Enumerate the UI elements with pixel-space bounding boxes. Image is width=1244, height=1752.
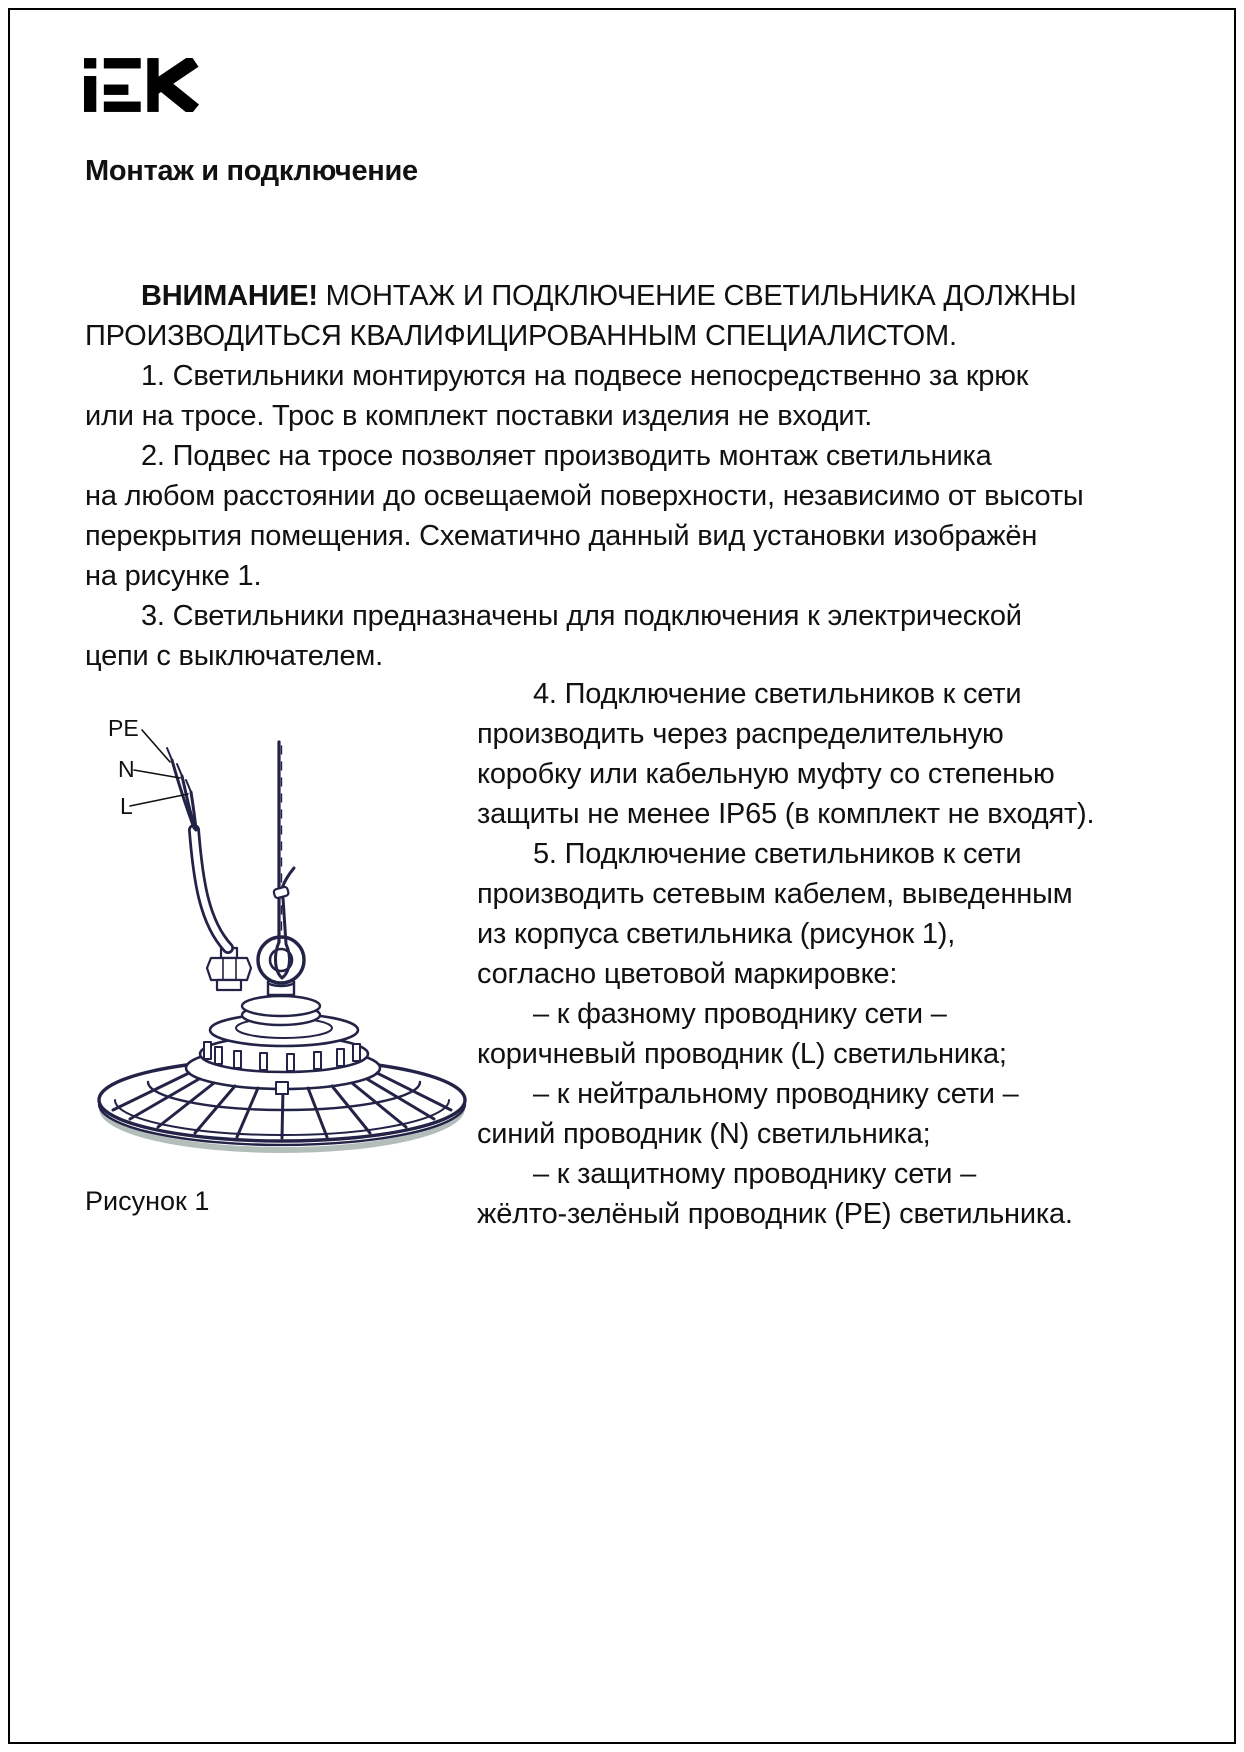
connection-lines xyxy=(477,674,1177,1234)
warning-rest: МОНТАЖ И ПОДКЛЮЧЕНИЕ СВЕТИЛЬНИКА ДОЛЖНЫ xyxy=(317,280,1077,312)
text-line: согласно цветовой маркировке: xyxy=(477,958,898,990)
cable-wires xyxy=(167,748,196,830)
text-line: – к фазному проводнику сети – xyxy=(533,998,947,1030)
intro-text xyxy=(85,276,1160,676)
cable-gland xyxy=(207,948,251,990)
intro-lines xyxy=(85,356,1160,676)
text-line: на любом расстоянии до освещаемой поверхности, независимо от высоты xyxy=(85,480,1084,512)
text-line: 2. Подвес на тросе позволяет производить монтаж светильника xyxy=(141,440,992,472)
text-line: производить сетевым кабелем, выведенным xyxy=(477,878,1073,910)
text-line: на рисунке 1. xyxy=(85,560,262,592)
text-line: или на тросе. Трос в комплект поставки изделия не входит. xyxy=(85,400,873,432)
warning-line-2: ПРОИЗВОДИТЬСЯ КВАЛИФИЦИРОВАННЫМ СПЕЦИАЛИСТОМ. xyxy=(85,320,957,352)
text-line: 1. Светильники монтируются на подвесе непосредственно за крюк xyxy=(141,360,1029,392)
text-line: производить через распределительную xyxy=(477,718,1004,750)
label-n: N xyxy=(118,756,135,782)
iek-logo xyxy=(84,58,204,112)
connection-instructions xyxy=(477,674,1177,1234)
text-line: коричневый проводник (L) светильника; xyxy=(477,1038,1007,1070)
text-line: синий проводник (N) светильника; xyxy=(477,1118,931,1150)
label-l: L xyxy=(120,793,133,819)
figure-1 xyxy=(78,630,478,1190)
text-line: перекрытия помещения. Схематично данный вид установки изображён xyxy=(85,520,1038,552)
eye-bolt xyxy=(242,937,320,1025)
text-line: – к нейтральному проводнику сети – xyxy=(533,1078,1019,1110)
mains-cable xyxy=(194,830,228,948)
page-title: Монтаж и подключение xyxy=(85,155,418,187)
label-pe: PE xyxy=(108,715,139,741)
text-line: – к защитному проводнику сети – xyxy=(533,1158,977,1190)
text-line: из корпуса светильника (рисунок 1), xyxy=(477,918,956,950)
center-bolt xyxy=(276,1082,288,1094)
warning-label: ВНИМАНИЕ! xyxy=(141,280,318,312)
text-line: 5. Подключение светильников к сети xyxy=(533,838,1022,870)
text-line: 4. Подключение светильников к сети xyxy=(533,678,1022,710)
text-line: защиты не менее IP65 (в комплект не входят). xyxy=(477,798,1095,830)
text-line: 3. Светильники предназначены для подключения к электрической xyxy=(141,600,1022,632)
figure-caption: Рисунок 1 xyxy=(85,1186,210,1216)
text-line: цепи с выключателем. xyxy=(85,640,383,672)
luminaire-drawing xyxy=(78,630,478,1190)
text-line: коробку или кабельную муфту со степенью xyxy=(477,758,1055,790)
warning-line xyxy=(85,276,1160,316)
wire-clamp xyxy=(273,886,289,898)
text-line: жёлто-зелёный проводник (PE) светильника. xyxy=(477,1198,1073,1230)
